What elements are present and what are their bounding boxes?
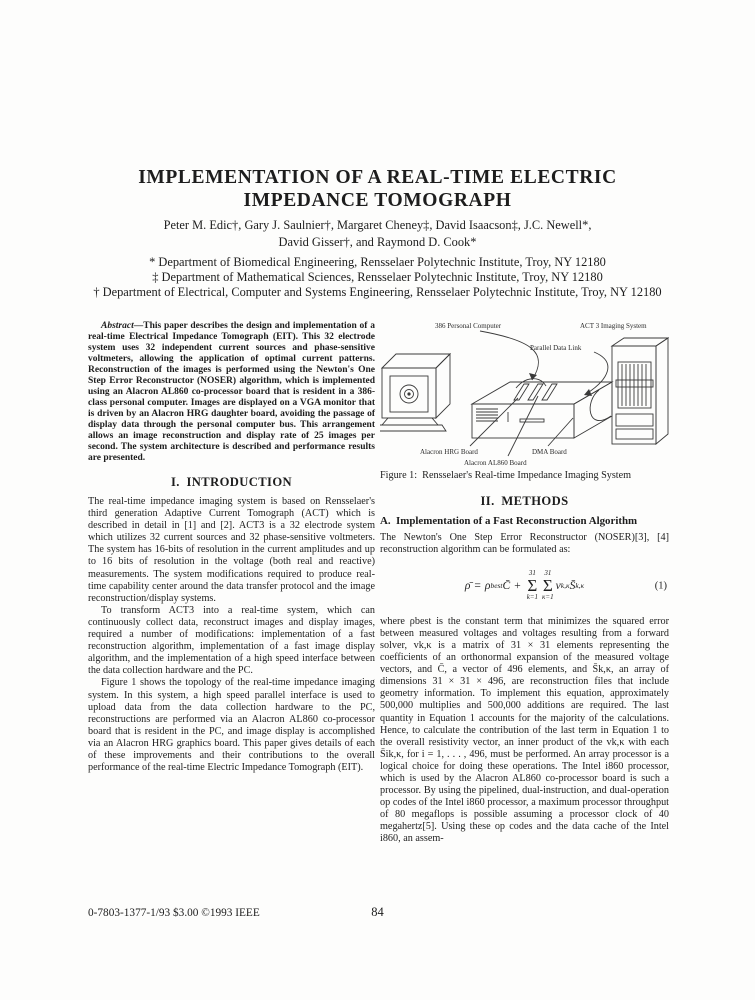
- affiliation-biomedical: * Department of Biomedical Engineering, Rensselaer Polytechnic Institute, Troy, NY 12180: [149, 255, 606, 269]
- eq-equals: =: [474, 579, 481, 592]
- introduction-paragraph-2: To transform ACT3 into a real-time system, which can continuously collect data, reconstruct images and display images, required a number of modifications: implementation of a fast reconstruction algorithm, implementation of a fast image display algorithm, and the implementation of a high speed interface between the data collection hardware and the PC.: [88, 604, 375, 677]
- figure-label-al860: Alacron AL860 Board: [464, 459, 527, 466]
- affiliation-electrical: † Department of Electrical, Computer and Systems Engineering, Rensselaer Polytechnic Institute, Troy, NY 12180: [93, 284, 662, 299]
- methods-paragraph-1: The Newton's One Step Error Reconstructor (NOSER)[3], [4] reconstruction algorithm can be formulated as:: [380, 531, 669, 555]
- pc-case-drawing: [472, 379, 612, 438]
- system-topology-drawing: [380, 318, 669, 466]
- page-number: 84: [371, 905, 384, 919]
- copyright-notice: 0-7803-1377-1/93 $3.00 ©1993 IEEE: [88, 907, 260, 919]
- act3-rack-drawing: [612, 338, 668, 444]
- figure-label-parallel-link: Parallel Data Link: [530, 344, 582, 352]
- eq-const-base: ρ: [484, 579, 491, 592]
- paper-title-line2: IMPEDANCE TOMOGRAPH: [243, 190, 512, 211]
- abstract-text: This paper describes the design and implementation of a real-time Electrical Impedance Tomograph (EIT). This 32 electrode system uses 32 independent current sources and phase-sensitive voltmeters, allowing the application of optimal current patterns. Reconstruction of the images is performed using the Newton's One Step Error Reconstructor (NOSER) algorithm, which is implemented using an Alacron AL860 co-processor board that is resident in a 386-class personal computer. Images are displayed on a VGA monitor that is driven by an Alacron HRG daughter board, avoiding the passage of display data through the personal computer bus. This arrangement allows an image reconstruction and display rate of 25 images per second. The system architecture is described and performance results are presented.: [88, 321, 375, 463]
- eq-s-base: S̄: [569, 579, 576, 592]
- left-column: [88, 321, 375, 774]
- equation-1: [380, 564, 669, 608]
- author-list: [60, 217, 695, 250]
- affiliations: [86, 255, 669, 299]
- introduction-paragraph-1: The real-time impedance imaging system is based on Rensselaer's third generation Adaptive Current Tomograph (ACT) which is described in detail in [1] and [2]. ACT3 is a 32 electrode system which utilizes 32 current sources and 32 phase-sensitive voltmeters. The system has 16-bits of resolution in the current amplitudes and up to 16 bits of resolution in the voltage (both real and reactive) measurements. The system modifications required to produce real-time capability center around the data transfer protocol and the image reconstruction/display systems.: [88, 496, 375, 604]
- section-heading-introduction: I. INTRODUCTION: [170, 475, 293, 489]
- equation-number: (1): [654, 580, 667, 592]
- eq-lhs: ρ̄: [464, 579, 471, 592]
- sum-kappa-upper: 31: [544, 569, 552, 578]
- sum-kappa-lower: κ=1: [542, 593, 554, 602]
- summation-kappa: [542, 570, 554, 601]
- eq-s-sub: k,κ: [575, 581, 585, 591]
- introduction-paragraph-3: Figure 1 shows the topology of the real-time impedance imaging system. In this system, a high speed parallel interface is used to upload data from the data collection hardware to the PC, reconstructions are performed via an Alacron AL860 co-processor board that is resident in the PC, and image display is accomplished via an Alacron HRG graphics board. This paper gives details of each of these improvements and their contributions to the overall performance of the real-time Electric Impedance Tomograph (EIT).: [88, 677, 375, 774]
- sigma-icon: Σ: [542, 576, 553, 596]
- abstract-label: Abstract—: [101, 321, 144, 331]
- eq-const-sub: best: [490, 581, 503, 591]
- affiliation-mathematical: ‡ Department of Mathematical Sciences, Rensselaer Polytechnic Institute, Troy, NY 12180: [152, 269, 603, 284]
- sum-k-lower: k=1: [526, 593, 539, 602]
- eq-v-base: v: [555, 579, 561, 592]
- section-heading-methods: II. METHODS: [480, 493, 569, 508]
- subsection-heading-a: A. Implementation of a Fast Reconstruction Algorithm: [380, 514, 638, 527]
- abstract-paragraph: [88, 321, 375, 464]
- figure-label-dma: DMA Board: [532, 448, 567, 456]
- monitor-drawing: [380, 354, 450, 431]
- eq-v-sub: k,κ: [560, 581, 570, 591]
- paper-title-line1: IMPLEMENTATION OF A REAL-TIME ELECTRIC: [138, 167, 617, 188]
- summation-k: [527, 570, 538, 601]
- figure-label-act: ACT 3 Imaging System: [580, 322, 647, 330]
- paper-title: [60, 166, 695, 212]
- figure-1-diagram: [380, 318, 669, 466]
- authors-line1: Peter M. Edic†, Gary J. Saulnier†, Margaret Cheney‡, David Isaacson‡, J.C. Newell*,: [163, 218, 592, 232]
- methods-paragraph-2: where ρbest is the constant term that minimizes the squared error between measured voltages and voltages resulting from a forward solver, vk,κ is a matrix of 31 × 31 elements representing the coefficients of an orthonormal expansion of the measured voltage vectors, and C̄, a vector of 496 elements, and S̄k,κ, an array of dimensions 31 × 31 × 496, are reconstruction files that include geometry information. To implement this equation, approximately 500,000 multiplies and 500,000 additions are required. The last quantity in Equation 1 accounts for the majority of the calculations. Hence, to calculate the contribution of the last term in Equation 1 to the overall resistivity vector, an inner product of the vk,κ with each S̄ik,κ, for i = 1, . . . , 496, must be performed. An array processor is a logical choice for doing these operations. The Intel i860 processor, which is used by the Alacron AL860 co-processor board is such a processor. By using the pipelined, dual-instruction, and dual-operation op codes of the Intel i860 processor, a maximum processor throughput of 80 megaflops is possible assuming a processor clock of 40 megahertz[5]. Using these op codes and the data cache of the Intel i860, an assem-: [380, 615, 669, 845]
- sum-k-upper: 31: [528, 569, 536, 578]
- figure-1-caption: Figure 1: Rensselaer's Real-time Impedance Imaging System: [380, 470, 632, 481]
- sigma-icon: Σ: [527, 576, 538, 596]
- eq-c-term: C̄: [502, 579, 511, 592]
- figure-label-pc: 386 Personal Computer: [435, 322, 502, 330]
- authors-line2: David Gisser†, and Raymond D. Cook*: [278, 234, 477, 249]
- right-column: [380, 318, 669, 846]
- figure-label-hrg: Alacron HRG Board: [420, 448, 478, 456]
- eq-plus: +: [514, 579, 521, 592]
